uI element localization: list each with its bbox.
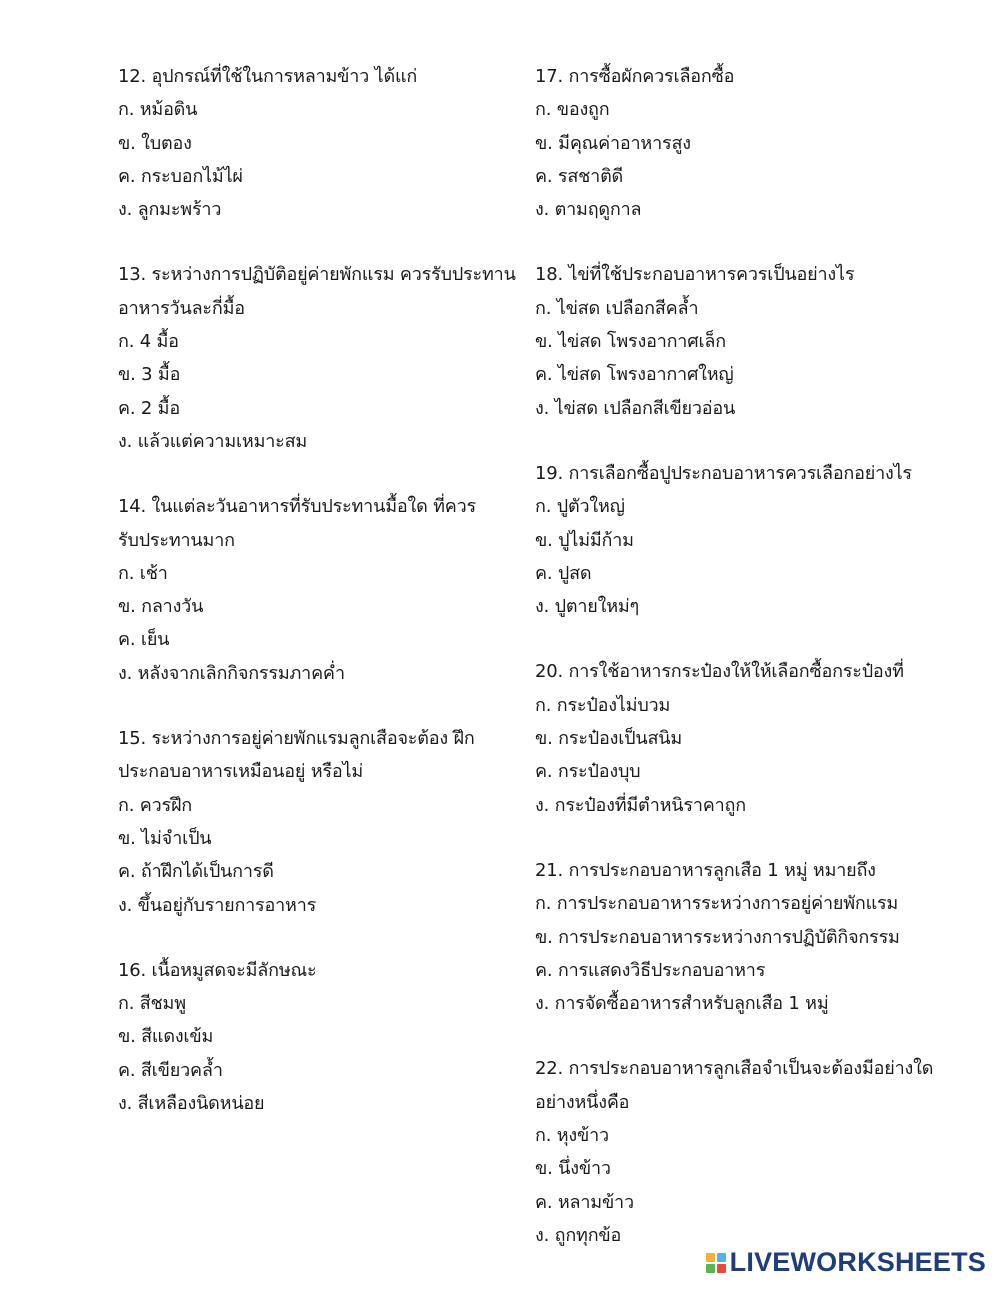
question-block [535,457,955,623]
logo-tile [706,1253,715,1262]
question-text: 13. ระหว่างการปฏิบัติอยู่ค่ายพักแรม ควรรับประทาน [118,264,516,286]
logo-text: LIVEWORKSHEETS [729,1247,986,1277]
question-block [535,60,955,226]
answer-option: ค. ถ้าฝึกได้เป็นการดี [118,861,274,883]
logo-tile [717,1253,726,1262]
question-text: 21. การประกอบอาหารลูกเสือ 1 หมู่ หมายถึง [535,859,876,881]
answer-option: ข. สีแดงเข้ม [118,1026,214,1048]
answer-option: ก. ของถูก [535,99,610,121]
question-block [118,954,533,1120]
question-text: 19. การเลือกซื้อปูประกอบอาหารควรเลือกอย่างไร [535,462,912,484]
answer-option: ก. หม้อดิน [118,99,198,121]
question-block [118,258,533,458]
answer-option: ข. การประกอบอาหารระหว่างการปฏิบัติกิจกรรม [535,926,900,948]
answer-option: ง. ขึ้นอยู่กับรายการอาหาร [118,894,317,916]
liveworksheets-logo-icon [706,1253,726,1273]
question-text: 16. เนื้อหมูสดจะมีลักษณะ [118,959,317,981]
liveworksheets-logo [706,1247,986,1278]
right-column [535,60,955,1284]
answer-option: ก. กระป๋องไม่บวม [535,694,671,716]
question-text: 17. การซื้อผักควรเลือกซื้อ [535,66,735,87]
answer-option: ง. การจัดซื้ออาหารสำหรับลูกเสือ 1 หมู่ [535,993,829,1015]
question-block [535,258,955,424]
question-block [118,490,533,690]
answer-option: ข. ใบตอง [118,132,192,154]
answer-option: ก. ปูตัวใหญ่ [535,496,625,518]
question-text: อย่างหนึ่งคือ [535,1091,630,1113]
logo-tile [717,1264,726,1273]
answer-option: ค. หลามข้าว [535,1191,634,1213]
question-block [118,60,533,226]
question-text: 14. ในแต่ละวันอาหารที่รับประทานมื้อใด ที่ควร [118,496,476,518]
answer-option: ค. รสชาติดี [535,165,624,187]
answer-option: ข. มีคุณค่าอาหารสูง [535,132,691,154]
answer-option: ก. เช้า [118,562,168,584]
answer-option: ง. ปูตายใหม่ๆ [535,596,639,618]
answer-option: ข. กลางวัน [118,596,204,618]
answer-option: ก. สีชมพู [118,993,186,1015]
answer-option: ข. 3 มื้อ [118,364,181,386]
answer-option: ง. แล้วแต่ความเหมาะสม [118,430,308,452]
question-block [118,722,533,922]
answer-option: ง. ไข่สด เปลือกสีเขียวอ่อน [535,397,736,419]
left-column [118,60,533,1152]
question-block [535,1052,955,1252]
question-text: 20. การใช้อาหารกระป๋องให้ให้เลือกซื้อกระป๋องที่ [535,661,904,683]
question-text: 22. การประกอบอาหารลูกเสือจำเป็นจะต้องมีอย่างใด [535,1058,934,1080]
answer-option: ค. ปูสด [535,562,592,584]
question-text: อาหารวันละกี่มื้อ [118,297,245,319]
answer-option: ข. นึ่งข้าว [535,1158,611,1180]
answer-option: ง. สีเหลืองนิดหน่อย [118,1093,265,1115]
logo-tile [706,1264,715,1273]
answer-option: ก. หุงข้าว [535,1125,609,1147]
answer-option: ง. ตามฤดูกาล [535,199,642,221]
answer-option: ข. ไม่จำเป็น [118,827,212,849]
answer-option: ข. ปูไม่มีก้าม [535,529,634,551]
answer-option: ก. ควรฝึก [118,794,193,816]
answer-option: ค. กระบอกไม้ไผ่ [118,165,243,187]
answer-option: ง. ถูกทุกข้อ [535,1224,622,1246]
question-text: 18. ไข่ที่ใช้ประกอบอาหารควรเป็นอย่างไร [535,264,855,286]
question-text: ประกอบอาหารเหมือนอยู่ หรือไม่ [118,761,363,783]
answer-option: ง. ลูกมะพร้าว [118,199,222,221]
answer-option: ง. หลังจากเลิกกิจกรรมภาคค่ำ [118,662,345,684]
question-block [535,854,955,1020]
answer-option: ค. 2 มื้อ [118,397,180,419]
question-text: 15. ระหว่างการอยู่ค่ายพักแรมลูกเสือจะต้อง ฝึก [118,728,475,750]
answer-option: ค. สีเขียวคล้ำ [118,1059,223,1081]
answer-option: ค. ไข่สด โพรงอากาศใหญ่ [535,364,734,386]
answer-option: ข. กระป๋องเป็นสนิม [535,728,683,750]
answer-option: ค. การแสดงวิธีประกอบอาหาร [535,959,766,981]
question-text: 12. อุปกรณ์ที่ใช้ในการหลามข้าว ได้แก่ [118,66,418,87]
question-block [535,655,955,821]
answer-option: ค. กระป๋องบุบ [535,761,641,783]
answer-option: ก. การประกอบอาหารระหว่างการอยู่ค่ายพักแรม [535,893,899,915]
answer-option: ก. ไข่สด เปลือกสีคล้ำ [535,297,699,319]
answer-option: ค. เย็น [118,629,170,651]
answer-option: ก. 4 มื้อ [118,331,179,353]
question-text: รับประทานมาก [118,529,235,551]
answer-option: ง. กระป๋องที่มีตำหนิราคาถูก [535,794,746,816]
answer-option: ข. ไข่สด โพรงอากาศเล็ก [535,331,726,353]
